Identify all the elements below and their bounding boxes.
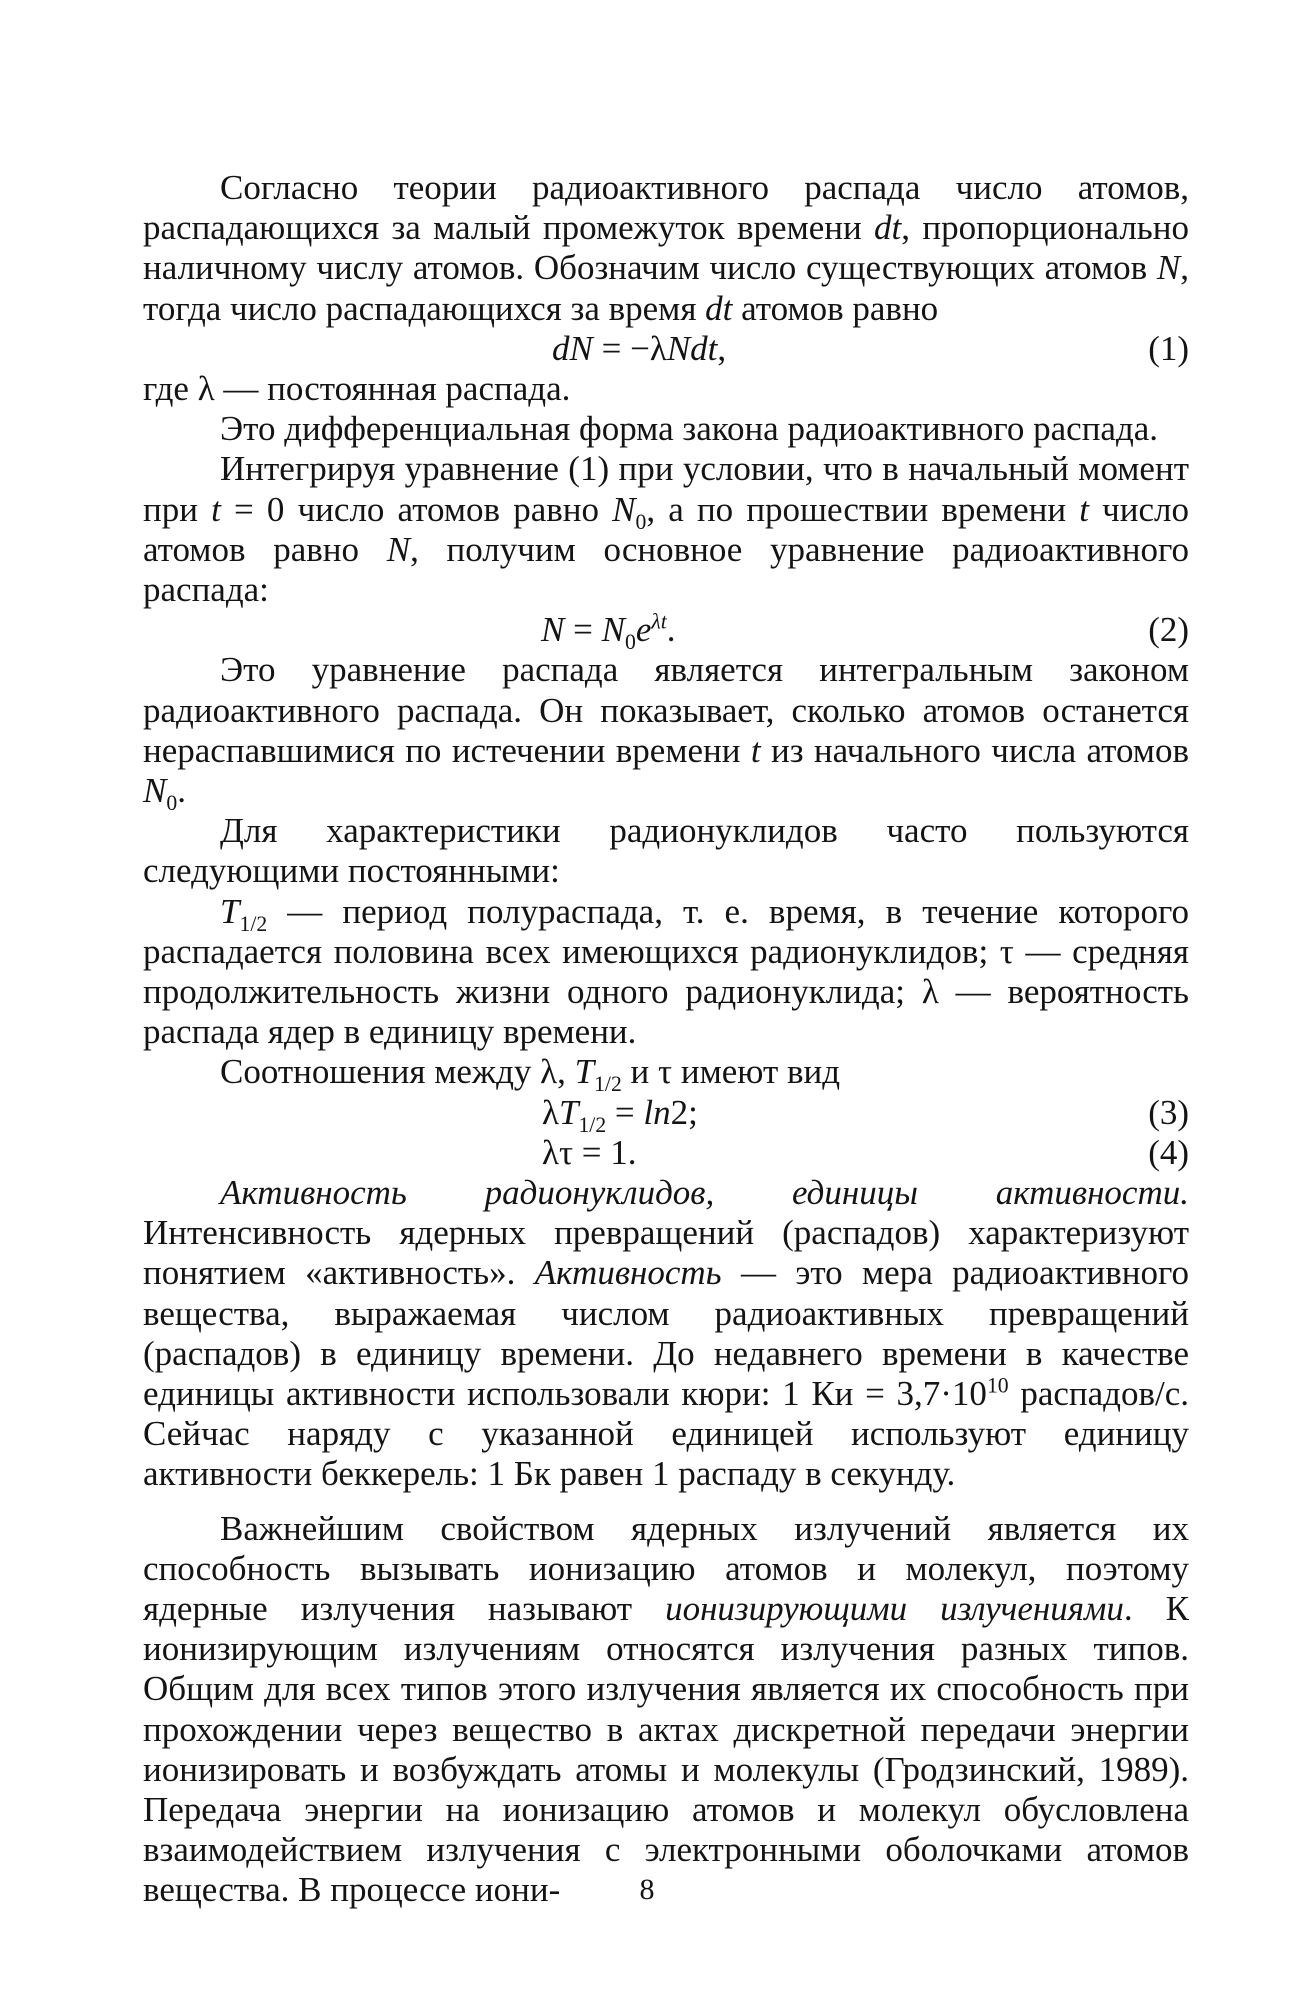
var-N0: N bbox=[143, 771, 167, 811]
paragraph-differential-form: Это дифференциальная форма закона радиоактивного распада. bbox=[220, 409, 1159, 449]
text-run: — период полураспада, т. е. время, в течение которого распадается половина всех имеющихся радионуклидов; τ — средняя продолжительность жизни одного радионуклида; λ — вероятность распада ядер в единицу времени. bbox=[143, 891, 1189, 1052]
equation-number: (1) bbox=[1148, 328, 1189, 368]
var-ln: ln bbox=[643, 1092, 671, 1132]
var-t: t bbox=[211, 489, 221, 529]
text-run: . bbox=[666, 610, 676, 650]
paragraph-relations bbox=[143, 1052, 1189, 1097]
text-run: и τ имеют вид bbox=[621, 1052, 841, 1092]
equation-1-formula bbox=[552, 329, 726, 369]
text-run: , bbox=[717, 328, 727, 368]
equation-number: (2) bbox=[1148, 610, 1189, 650]
subscript: 0 bbox=[635, 509, 647, 534]
text-run: атомов равно bbox=[732, 288, 939, 328]
subscript: 0 bbox=[166, 791, 178, 816]
equation-3-formula bbox=[542, 1092, 698, 1137]
paragraph-integration bbox=[143, 449, 1189, 610]
text-run: , получим основное уравнение радиоактивного распада: bbox=[143, 529, 1189, 610]
italic-heading: Активность радионуклидов, единицы активности. bbox=[220, 1173, 1189, 1213]
text-run: 2; bbox=[670, 1092, 698, 1132]
var-T: T bbox=[220, 891, 240, 931]
var-t: t bbox=[750, 730, 761, 770]
var-e: e bbox=[635, 610, 652, 650]
var-N: N bbox=[1156, 248, 1181, 288]
text-run: число атомов равно bbox=[143, 489, 1189, 569]
page-number: 8 bbox=[639, 1873, 655, 1906]
paragraph-activity bbox=[143, 1173, 1189, 1495]
subscript: 0 bbox=[624, 630, 636, 655]
var-N0: N bbox=[601, 610, 625, 650]
equation-1 bbox=[143, 329, 1189, 369]
text-run: Интегрируя уравнение (1) при условии, что в начальный момент при bbox=[143, 449, 1189, 529]
var-T: T bbox=[558, 1092, 579, 1132]
text-run: = bbox=[564, 610, 602, 650]
text-run: = 0 число атомов равно bbox=[220, 489, 613, 529]
var-Ndt: Ndt bbox=[666, 328, 718, 368]
equation-number: (4) bbox=[1148, 1132, 1189, 1172]
page-body bbox=[143, 168, 1189, 1911]
paragraph-lambda-def: где λ — постоянная распада. bbox=[143, 369, 571, 408]
exponent: λt bbox=[651, 609, 667, 634]
equation-4 bbox=[143, 1133, 1189, 1173]
text-run: распадов/с. Сейчас наряду с указанной единицей используют единицу активности беккерель: 1 Бк равен 1 распаду в секунду. bbox=[143, 1374, 1189, 1494]
var-N0: N bbox=[612, 489, 636, 529]
text-run: Интенсивность ядерных превращений (распадов) характеризуют понятием «активность». bbox=[143, 1213, 1189, 1293]
var-dt: dt bbox=[874, 208, 902, 248]
text-run: λ bbox=[542, 1092, 559, 1132]
text-run: Соотношения между λ, bbox=[220, 1052, 575, 1092]
equation-number: (3) bbox=[1148, 1092, 1189, 1132]
text-run: , а по прошествии времени bbox=[646, 489, 1080, 529]
subscript: 1/2 bbox=[578, 1112, 607, 1137]
text-run: , тогда число распадающихся за время bbox=[143, 248, 1189, 328]
text-run: . bbox=[177, 771, 186, 811]
equation-3 bbox=[143, 1092, 1189, 1137]
text-run: Согласно теории радиоактивного распада число атомов, распадающихся за малый промежуток времени bbox=[143, 168, 1189, 248]
var-T: T bbox=[574, 1052, 595, 1092]
var-dN: dN bbox=[552, 328, 593, 368]
paragraph-decay-intro bbox=[143, 168, 1189, 329]
text-run: из начального числа атомов bbox=[760, 730, 1189, 770]
italic-term: ионизирующими излучениями bbox=[665, 1589, 1124, 1629]
paragraph-ionizing-radiation bbox=[143, 1509, 1189, 1911]
var-dt: dt bbox=[705, 288, 733, 328]
text-run: Важнейшим свойством ядерных излучений является их способность вызывать ионизацию атомов и молекул, поэтому ядерные излучения называют bbox=[143, 1508, 1189, 1629]
var-t: t bbox=[1079, 489, 1089, 529]
text-run: — это мера радиоактивного вещества, выражаемая числом радиоактивных превращений (распадов) в единицу времени. До недавнего времени в качестве единицы активности использовали кюри: 1 Ки = 3,7·10 bbox=[143, 1253, 1190, 1414]
text-run: = bbox=[606, 1092, 644, 1132]
paragraph-integral-law bbox=[143, 650, 1189, 816]
text-run: Это уравнение распада является интегральным законом радиоактивного распада. Он показывает, сколько атомов останется нераспавшимися по истечении времени bbox=[143, 650, 1189, 770]
paragraph-constants-intro: Для характеристики радионуклидов часто пользуются следующими постоянными: bbox=[143, 811, 1189, 891]
text-run: . К ионизирующим излучениям относятся излучения разных типов. Общим для всех типов этого излучения является их способность при прохождении через вещество в актах дискретной передачи энергии ионизировать и возбуждать атомы и молекулы (Гродзинский, 1989). Передача энергии на ионизацию атомов и молекул обусловлена взаимодействием излучения с электронными оболочками атомов вещества. В процессе иони- bbox=[143, 1589, 1189, 1910]
equation-2 bbox=[143, 609, 1189, 655]
var-N: N bbox=[541, 610, 565, 650]
text-run: , пропорционально наличному числу атомов. Обозначим число существующих атомов bbox=[143, 208, 1189, 288]
equation-2-formula bbox=[541, 609, 676, 655]
subscript: 1/2 bbox=[239, 911, 268, 936]
superscript: 10 bbox=[986, 1373, 1009, 1398]
italic-term: Активность bbox=[534, 1253, 722, 1293]
text-run: = −λ bbox=[592, 328, 667, 368]
equation-4-formula: λτ = 1. bbox=[542, 1132, 637, 1172]
var-N: N bbox=[386, 529, 411, 569]
subscript: 1/2 bbox=[594, 1072, 622, 1097]
paragraph-half-life bbox=[143, 892, 1189, 1053]
